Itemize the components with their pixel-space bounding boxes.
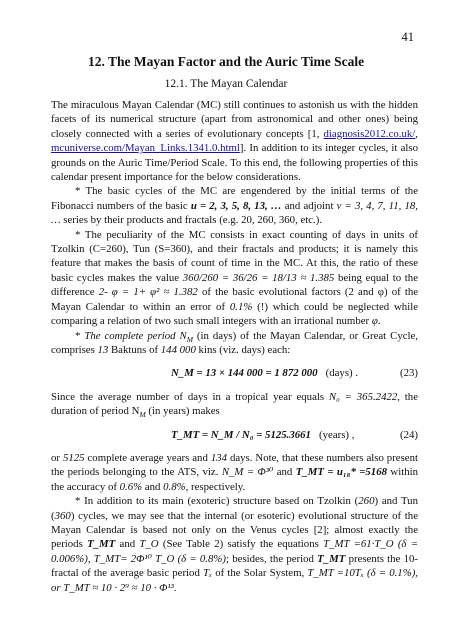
difference-expression: 2- φ = 1+ φ² ≈ 1.382 (98, 286, 198, 299)
ratio-expression: 360/260 = 36/26 = 18/13 ≈ 1.385 (182, 271, 335, 284)
text-span: of the Solar System, (212, 567, 308, 580)
equation-unit: (days) . (325, 367, 359, 380)
paragraph-ats (51, 451, 418, 494)
link-mcuniverse[interactable]: mcuniverse.com/Mayan_Links.1341.0.html (51, 142, 240, 155)
text-span: (!) which could be neglected while comparing a relation of two such small integers with an irrational number (51, 300, 418, 328)
paragraph-esoteric (51, 494, 418, 595)
text-span: presents the 10-fractal of the average basic period (51, 552, 418, 580)
accuracy-value: 0.6% (119, 480, 143, 493)
text-span: and adjoint (281, 199, 337, 212)
text-span: , respectively. (185, 480, 246, 493)
u-series: u = 2, 3, 5, 8, 13, … (190, 199, 282, 212)
equation-inline: T_MT =10Tₓ (δ = 0.1%), or T_MT ≈ 10 · 2⁹ ≈ 10 · Φ¹³ (51, 567, 418, 594)
paragraph-complete-period (51, 329, 418, 358)
text-span: . (377, 315, 381, 328)
error-value: 0.1% (229, 300, 253, 313)
tzolkin-value: 260 (358, 495, 375, 508)
paragraph-tropical-year (51, 390, 418, 419)
page-number: 41 (401, 30, 414, 44)
period-label: The complete period N (84, 329, 187, 342)
text-span: of the basic evolutional factors (2 and φ) of the Mayan Calendar to within an error of (51, 286, 419, 313)
text-span: ; besides, the period (226, 552, 318, 565)
accuracy-value: 0.8% (163, 480, 186, 493)
text-span: , the duration of period N (51, 390, 418, 418)
text-span: and (273, 466, 296, 479)
v-series: v = 3, 4, 7, 11, 18, … (51, 199, 418, 227)
equation-inline: T_O (δ = 0.8%) (155, 552, 226, 565)
text-span: * The peculiarity of the MC consists in exact counting of days in units of Tzolkin (C=260), Tun (S=360), and their fractals and products; it is namely this feature that makes the basis of count of time in the MC. At this, the ratio of these basic cycles makes the value (51, 228, 418, 284)
text-span: ) cycles, we may see that the internal (or esoteric) evolutional structure of the Mayan Calendar is based not only on the Venus cycles [2]; almost exactly the periods (51, 509, 418, 551)
tmt-expression: T_MT = u₁₈* =5168 (295, 466, 388, 479)
equation-expression: T_MT = N_M / N₀ = 5125.3661 (171, 428, 311, 441)
text-span: ) and Tun ( (51, 495, 418, 522)
subscript: M (186, 334, 193, 344)
n0-value: N₀ = 365.2422 (328, 390, 398, 403)
text-span: series by their products and fractals (e.g. 20, 260, 360, etc.). (60, 214, 323, 227)
equation-number: (24) (400, 428, 418, 441)
text-span: of the Mayan Calendar, or Great Cycle, comprises (51, 329, 418, 356)
link-diagnosis2012[interactable]: diagnosis2012.co.uk/ (323, 127, 416, 140)
tmt-symbol: T_MT (317, 552, 346, 565)
body-text (51, 98, 418, 595)
text-span: (See Table 2) satisfy the equations (158, 538, 324, 551)
years-value: 5125 (62, 451, 85, 464)
text-span: * In addition to its main (exoteric) structure based on Tzolkin ( (75, 495, 359, 508)
paragraph-intro (51, 98, 418, 184)
section-title: 12. The Mayan Factor and the Auric Time Scale (87, 54, 365, 69)
phi-symbol: φ (371, 315, 378, 328)
text-span: The miraculous Mayan Calendar (MC) still continues to astonish us with the hidden facets of its numerical structure (apart from astronomical and other ones) being closely connected with a series of evolutionary concepts [1, (51, 99, 418, 140)
text-span: * (75, 329, 85, 342)
equation-23 (51, 366, 418, 380)
text-span: ]. In addition to its integer cycles, it also grounds on the Auric Time/Period Scale. To this end, the following properties of this calendar present importance for the below considerations. (51, 142, 418, 184)
text-span: being equal to the difference (51, 271, 418, 299)
tx-symbol: Tₓ (203, 567, 213, 580)
equation-unit: (years) , (319, 428, 355, 441)
text-span: kins (viz. days) each: (195, 343, 291, 356)
text-span: (in days) (192, 329, 237, 342)
text-span: Baktuns of (108, 343, 161, 356)
subscript: M (139, 410, 146, 420)
text-span: days. Note, that these numbers also present the periods belonging to the ATS, viz. (51, 451, 418, 479)
baktun-count: 13 (97, 343, 109, 356)
to-symbol: T_O (139, 538, 159, 551)
text-span: and (115, 538, 140, 551)
text-span: or (51, 451, 63, 464)
text-span: , (415, 127, 418, 140)
equation-number: (23) (400, 367, 418, 380)
paragraph-tzolkin (51, 228, 418, 329)
days-value: 134 (210, 451, 228, 464)
kin-count: 144 000 (160, 343, 196, 356)
paragraph-fibonacci (51, 184, 418, 227)
text-span: and (142, 480, 164, 493)
text-span: (in years) makes (145, 405, 220, 418)
equation-24 (51, 428, 418, 442)
tmt-symbol: T_MT (87, 538, 116, 551)
text-span: within the accuracy of (51, 466, 419, 493)
text-span: complete average years and (84, 451, 211, 464)
nm-expression: N_M = Φ³⁰ (221, 466, 274, 479)
text-span: . (173, 581, 177, 594)
text-span: Since the average number of days in a tropical year equals (51, 390, 329, 403)
equation-inline: T_MT =61·T_O (δ = 0.006%), T_MT= 2Φ¹⁰ (51, 538, 419, 565)
subsection-title: 12.1. The Mayan Calendar (164, 78, 288, 90)
equation-expression: N_M = 13 × 144 000 = 1 872 000 (171, 367, 318, 380)
tun-value: 360 (54, 509, 71, 522)
text-span: * The basic cycles of the MC are engendered by the initial terms of the Fibonacci numbers of the basic (51, 185, 418, 212)
